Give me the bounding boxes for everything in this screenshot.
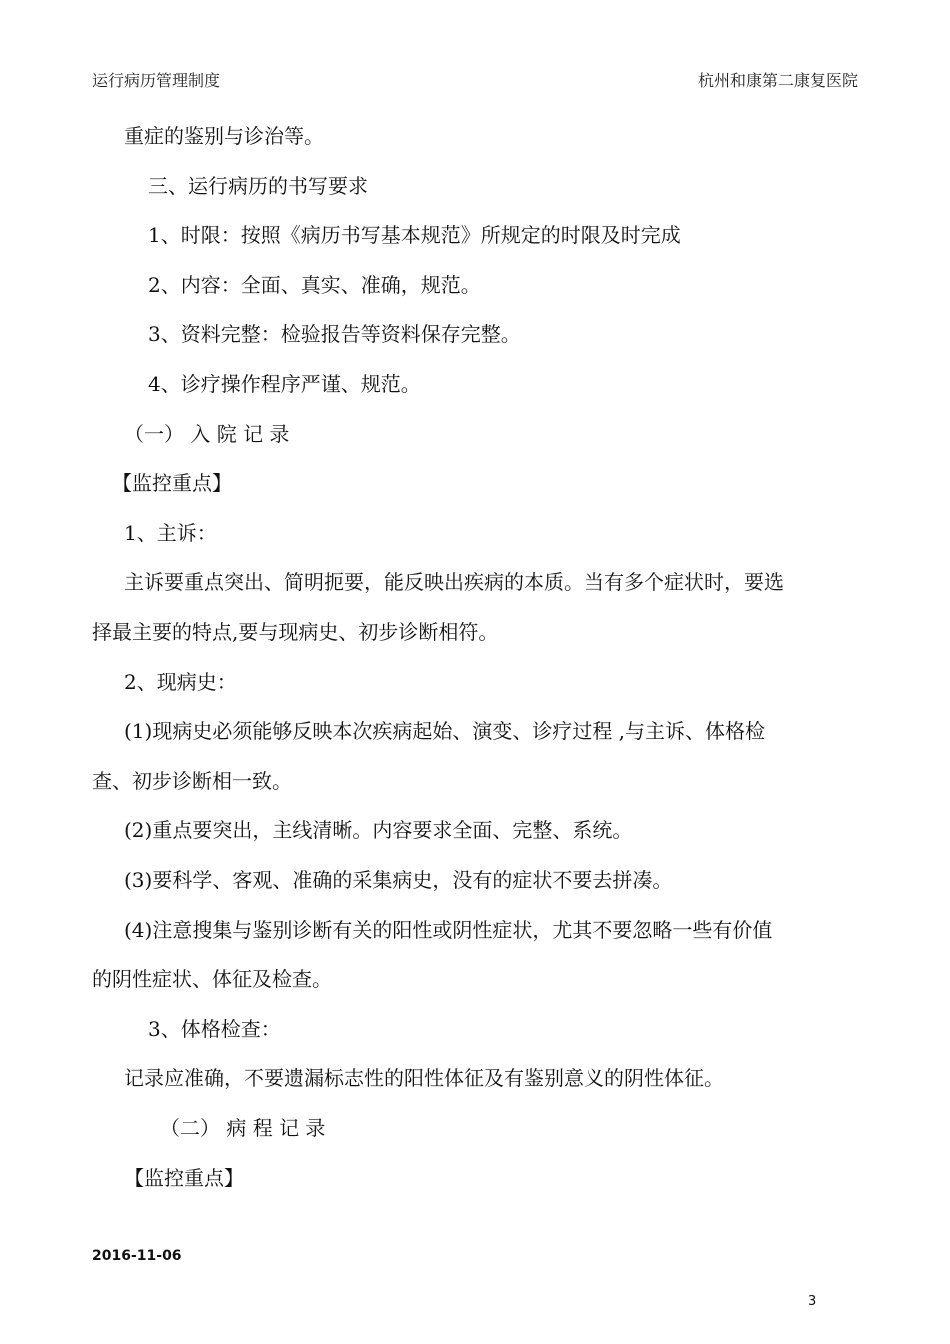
text-line: 记录应准确，不要遗漏标志性的阳性体征及有鉴别意义的阴性体征。 [124,1066,724,1090]
header-hospital-name: 杭州和康第二康复医院 [697,71,858,90]
text-line: 查、初步诊断相一致。 [92,769,292,793]
list-item: 2、内容：全面、真实、准确，规范。 [148,273,481,297]
text-line: (3)要科学、客观、准确的采集病史，没有的症状不要去拼凑。 [124,868,673,892]
text-line: (1)现病史必须能够反映本次疾病起始、演变、诊疗过程 ,与主诉、体格检 [124,719,766,743]
monitoring-focus-label: 【监控重点】 [112,471,232,495]
list-item: 1、时限：按照《病历书写基本规范》所规定的时限及时完成 [148,223,681,247]
list-item: 3、资料完整：检验报告等资料保存完整。 [148,322,521,346]
text-line: 主诉要重点突出、简明扼要，能反映出疾病的本质。当有多个症状时，要选 [124,570,784,594]
footer-date: 2016-11-06 [92,1248,182,1264]
page-number: 3 [808,1294,817,1309]
text-line: 择最主要的特点,要与现病史、初步诊断相符。 [92,620,499,644]
text-line: 的阴性症状、体征及检查。 [92,967,332,991]
text-line: (2)重点要突出，主线清晰。内容要求全面、完整、系统。 [124,818,633,842]
item-heading: 2、现病史： [124,670,237,694]
monitoring-focus-label: 【监控重点】 [124,1166,244,1190]
subsection-heading: （二） 病 程 记 录 [160,1116,326,1140]
header-doc-title: 运行病历管理制度 [92,71,221,90]
item-heading: 3、体格检查： [148,1017,281,1041]
list-item: 4、诊疗操作程序严谨、规范。 [148,372,421,396]
text-line: 重症的鉴别与诊治等。 [124,124,324,148]
section-heading: 三、运行病历的书写要求 [148,174,368,198]
text-line: (4)注意搜集与鉴别诊断有关的阳性或阴性症状，尤其不要忽略一些有价值 [124,918,773,942]
subsection-heading: （一） 入 院 记 录 [124,422,290,446]
item-heading: 1、主诉： [124,521,217,545]
